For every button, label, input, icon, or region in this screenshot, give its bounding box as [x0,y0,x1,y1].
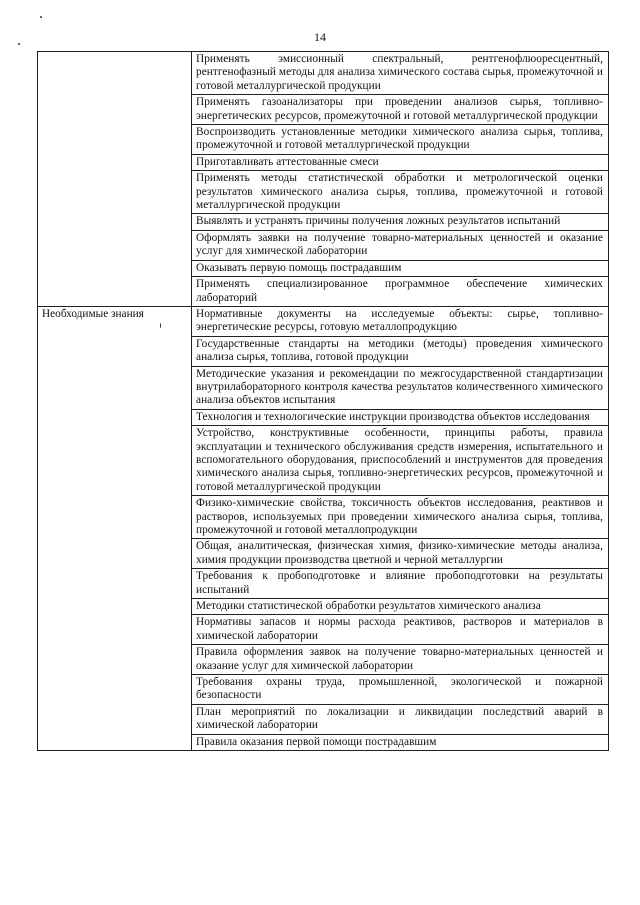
requirement-item: Правила оказания первой помощи пострадавшим [192,734,609,750]
requirement-item: Общая, аналитическая, физическая химия, физико-химические методы анализа, химия продукции производства цветной и черной металлургии [192,539,609,569]
requirement-item: Технология и технологические инструкции производства объектов исследования [192,409,609,425]
requirement-item: Правила оформления заявок на получение товарно-материальных ценностей и оказание услуг для химической лаборатории [192,645,609,675]
requirement-item: Физико-химические свойства, токсичность объектов исследования, реактивов и растворов, используемых при проведении химического анализа сырья, топлива, промежуточной и готовой металлопродукции [192,496,609,539]
requirement-item: Требования к пробоподготовке и влияние пробоподготовки на результаты испытаний [192,569,609,599]
scan-speck [40,16,42,18]
requirement-item: Устройство, конструктивные особенности, принципы работы, правила эксплуатации и технического обслуживания средств измерения, испытательного и вспомогательного оборудования, приспособлений и инструментов для проведения химического анализа сырья, топливно-энергетических ресурсов, промежуточной и готовой металлургической продукции [192,426,609,496]
requirement-item: Применять эмиссионный спектральный, рентгенофлюоресцентный, рентгенофазный методы для анализа химического состава сырья, промежуточной и готовой металлургической продукции [192,52,609,95]
requirement-item: Оказывать первую помощь пострадавшим [192,260,609,276]
requirements-table [37,51,609,751]
table-body [38,52,609,751]
requirement-item: Требования охраны труда, промышленной, экологической и пожарной безопасности [192,675,609,705]
requirement-item: Применять газоанализаторы при проведении анализов сырья, топливно-энергетических ресурсов, промежуточной и готовой металлургической продукции [192,95,609,125]
requirement-item: Применять специализированное программное обеспечение химических лабораторий [192,277,609,307]
requirement-item: Методики статистической обработки результатов химического анализа [192,599,609,615]
section-label-cell: Необходимые знания [38,306,192,750]
requirement-item: Государственные стандарты на методики (методы) проведения химического анализа сырья, топлива, готовой продукции [192,336,609,366]
requirement-item: Приготавливать аттестованные смеси [192,154,609,170]
requirement-item: Нормативы запасов и нормы расхода реактивов, растворов и материалов в химической лаборатории [192,615,609,645]
scan-speck [18,43,20,45]
table-row [38,306,609,336]
table-row [38,52,609,95]
section-label-cell [38,52,192,307]
requirement-item: Воспроизводить установленные методики химического анализа сырья, топлива, промежуточной и готовой металлургической продукции [192,125,609,155]
page-number: 14 [314,30,326,44]
requirement-item: План мероприятий по локализации и ликвидации последствий аварий в химической лаборатории [192,704,609,734]
requirement-item: Нормативные документы на исследуемые объекты: сырье, топливно-энергетические ресурсы, готовую металлопродукцию [192,306,609,336]
requirement-item: Оформлять заявки на получение товарно-материальных ценностей и оказание услуг для химической лаборатории [192,230,609,260]
requirement-item: Методические указания и рекомендации по межгосударственной стандартизации внутрилабораторного контроля качества результатов количественного химического анализа объектов испытания [192,366,609,409]
requirement-item: Выявлять и устранять причины получения ложных результатов испытаний [192,214,609,230]
requirement-item: Применять методы статистической обработки и метрологической оценки результатов химического анализа сырья, топлива, промежуточной и готовой металлургической продукции [192,171,609,214]
